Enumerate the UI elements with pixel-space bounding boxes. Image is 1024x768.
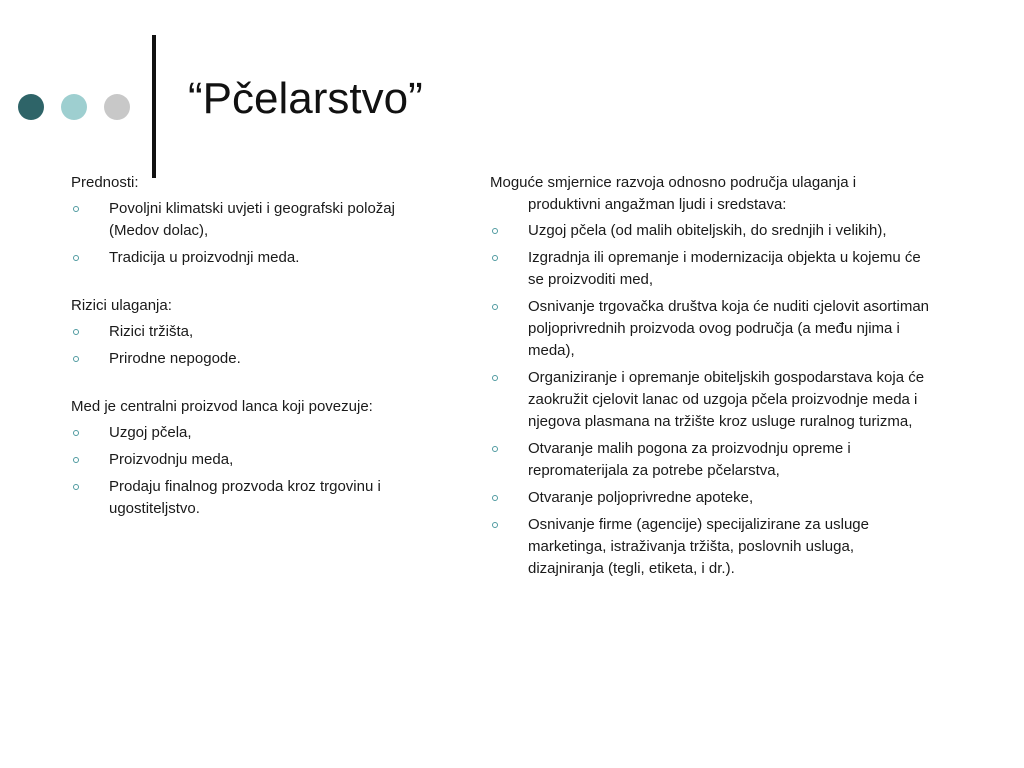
section-heading: Med je centralni proizvod lanca koji povezuje: [71,398,373,415]
list-item [71,321,449,343]
bullet-icon [73,329,79,335]
list-item-text: Prodaju finalnog prozvoda kroz trgovinu i ugostiteljstvo. [109,478,381,517]
list-item [490,247,930,291]
list-item-text: Uzgoj pčela, [109,424,192,441]
list-item-text: Organiziranje i opremanje obiteljskih gospodarstava koja će zaokružit cjelovit lanac od uzgoja pčela proizvodnje meda i njegova plasmana na tržište kroz usluge ruralnog turizma, [528,369,925,430]
list-item-text: Tradicija u proizvodnji meda. [109,249,300,266]
bullet-icon [73,255,79,261]
list-item [490,438,930,482]
list-item-text: Otvaranje poljoprivredne apoteke, [528,489,754,506]
left-column [71,172,449,525]
bullet-list [490,220,930,580]
list-item [71,247,449,269]
bullet-icon [492,495,498,501]
bullet-icon [492,446,498,452]
bullet-icon [492,255,498,261]
slide-title: “Pčelarstvo” [188,74,423,123]
bullet-list [71,422,449,520]
bullet-icon [73,457,79,463]
bullet-icon [492,522,498,528]
bullet-icon [73,430,79,436]
list-item [71,198,449,242]
dot-light-teal [61,94,87,120]
list-item-text: Proizvodnju meda, [109,451,234,468]
list-item [490,220,930,242]
list-item-text: Otvaranje malih pogona za proizvodnju opreme i repromaterijala za potrebe pčelarstva, [528,440,851,479]
list-item [71,476,449,520]
list-item [490,296,930,362]
section-heading: Rizici ulaganja: [71,297,172,314]
list-item [490,487,930,509]
bullet-icon [492,304,498,310]
list-item [490,367,930,433]
list-item [71,422,449,444]
bullet-list [71,321,449,370]
list-item-text: Osnivanje trgovačka društva koja će nuditi cjelovit asortiman poljoprivrednih proizvoda ovog područja (a među njima i meda), [528,298,930,359]
list-item-text: Povoljni klimatski uvjeti i geografski položaj (Medov dolac), [109,200,395,239]
bullet-list [71,198,449,269]
list-item [71,449,449,471]
bullet-icon [73,484,79,490]
dot-dark-teal [18,94,44,120]
section-heading: Prednosti: [71,174,139,191]
title-divider-line [152,35,156,178]
list-item-text: Osnivanje firme (agencije) specijalizirane za usluge marketinga, istraživanja tržišta, poslovnih usluga, dizajniranja (tegli, etiketa, i dr.). [528,516,869,577]
bullet-icon [492,228,498,234]
list-item-text: Izgradnja ili opremanje i modernizacija objekta u kojemu će se proizvoditi med, [528,249,921,288]
bullet-icon [492,375,498,381]
list-item [490,514,930,580]
list-item-text: Uzgoj pčela (od malih obiteljskih, do srednjih i velikih), [528,222,887,239]
list-item [71,348,449,370]
list-item-text: Rizici tržišta, [109,323,194,340]
list-item-text: Prirodne nepogode. [109,350,241,367]
dot-gray [104,94,130,120]
bullet-icon [73,206,79,212]
bullet-icon [73,356,79,362]
section-heading: Moguće smjernice razvoja odnosno područja ulaganja i produktivni angažman ljudi i sredstava: [490,174,857,213]
right-column [490,172,930,585]
